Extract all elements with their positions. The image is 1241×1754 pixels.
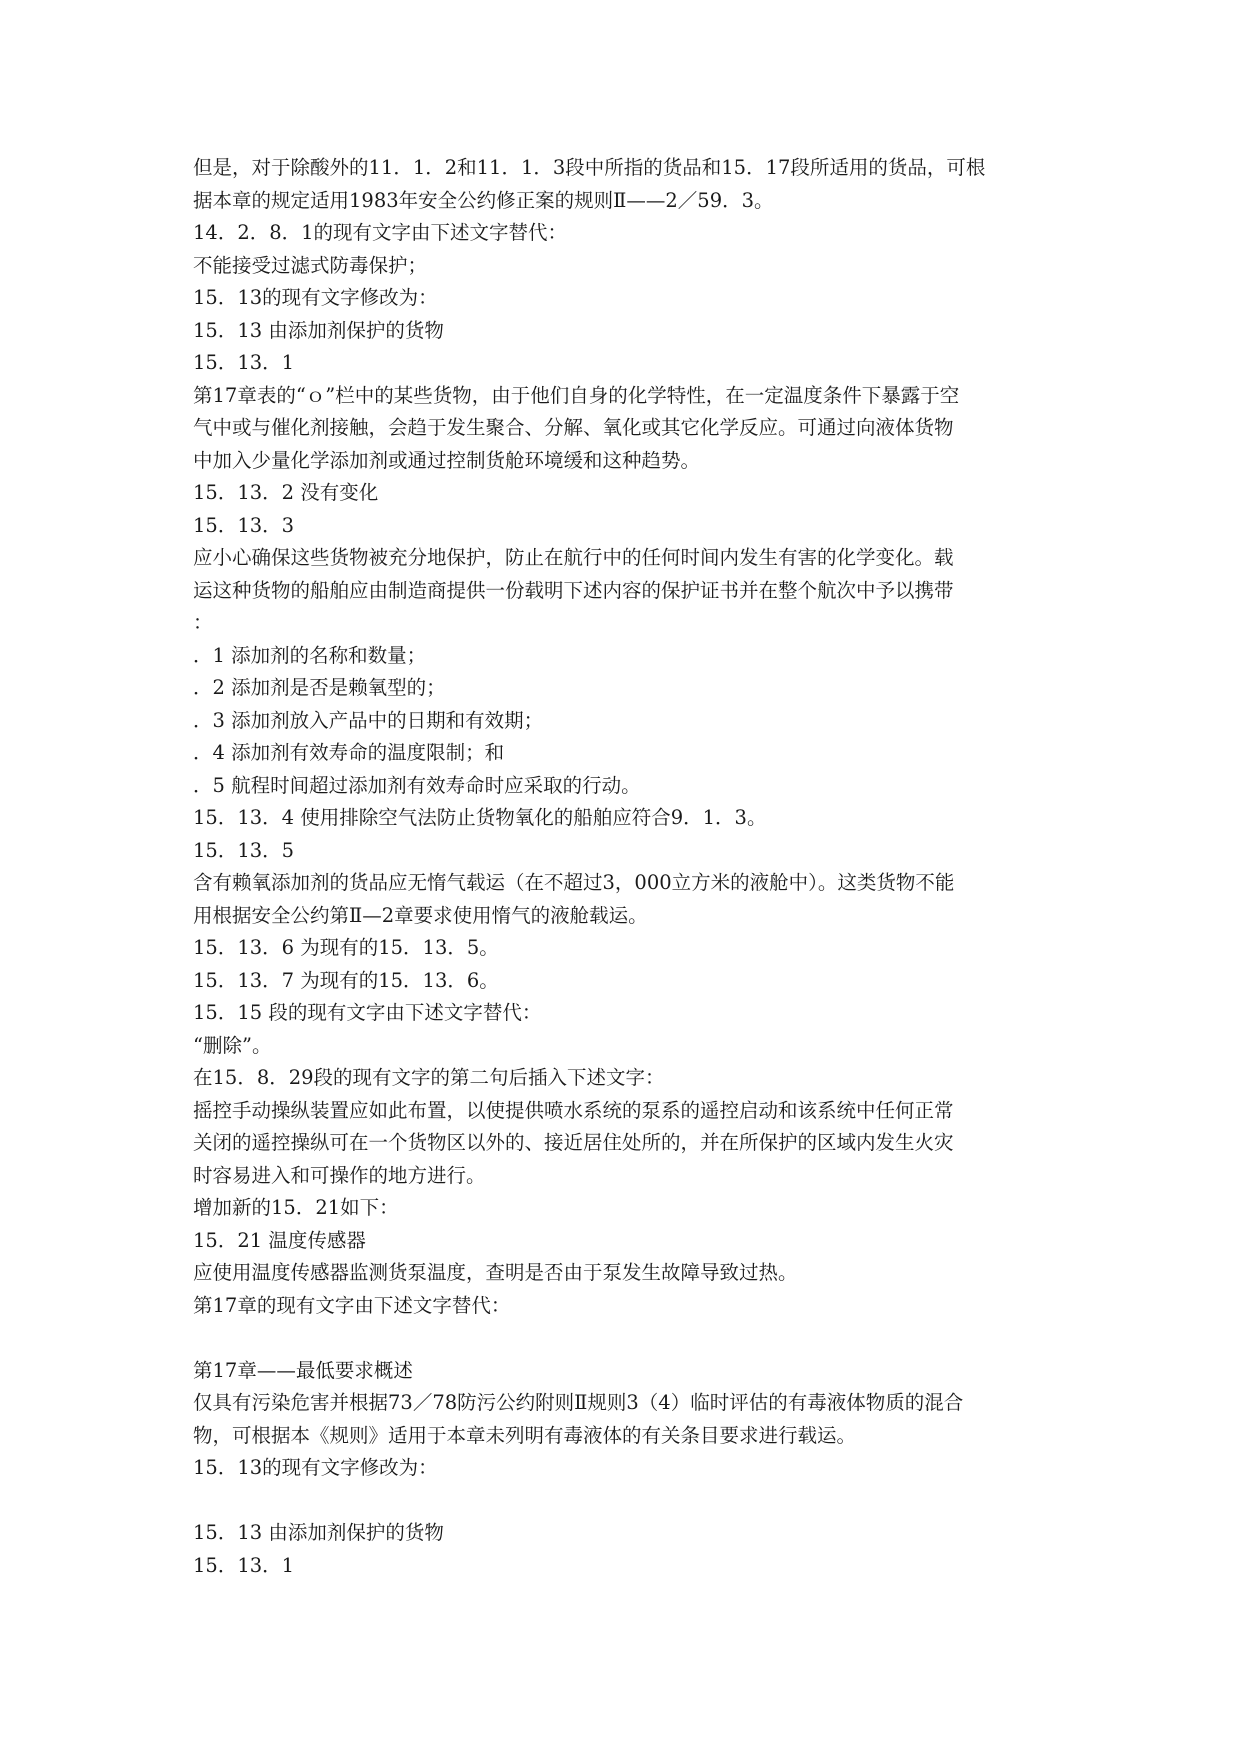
text-line: 中加入少量化学添加剂或通过控制货舱环境缓和这种趋势。	[193, 448, 701, 472]
text-line: 15．13．1	[193, 1553, 295, 1577]
section-heading: 15．21 温度传感器	[193, 1228, 366, 1252]
text-line: 摇控手动操纵装置应如此布置，以使提供喷水系统的泵系的遥控启动和该系统中任何正常	[193, 1098, 954, 1122]
text-line: 气中或与催化剂接触，会趋于发生聚合、分解、氧化或其它化学反应。可通过向液体货物	[193, 416, 954, 439]
text-line: 15．13．3	[193, 513, 295, 537]
text-line: 应使用温度传感器监测货泵温度，查明是否由于泵发生故障导致过热。	[193, 1261, 798, 1284]
text-line: 15．13的现有文字修改为：	[193, 286, 438, 309]
list-item: ．4 添加剂有效寿命的温度限制；和	[193, 741, 505, 764]
text-line: 关闭的遥控操纵可在一个货物区以外的、接近居住处所的，并在所保护的区域内发生火灾	[193, 1131, 954, 1154]
text-line: 15．13．7 为现有的15．13．6。	[193, 968, 499, 992]
document-body	[193, 152, 1053, 1582]
text-line: ：	[193, 611, 213, 634]
text-line: 用根据安全公约第Ⅱ—2章要求使用惰气的液舱载运。	[193, 903, 648, 927]
section-heading: 15．13 由添加剂保护的货物	[193, 1521, 444, 1544]
text-line: 物，可根据本《规则》适用于本章未列明有毒液体的有关条目要求进行载运。	[193, 1423, 857, 1447]
text-line: 时容易进入和可操作的地方进行。	[193, 1163, 486, 1187]
text-line: 第17章表的“ｏ”栏中的某些货物，由于他们自身的化学特性，在一定温度条件下暴露于空	[193, 383, 960, 407]
text-line: 据本章的规定适用1983年安全公约修正案的规则Ⅱ——2／59．3。	[193, 188, 774, 212]
text-line: 第17章的现有文字由下述文字替代：	[193, 1293, 511, 1317]
text-line: 含有赖氧添加剂的货品应无惰气载运（在不超过3，000立方米的液舱中）。这类货物不能	[193, 871, 955, 894]
text-line: 14．2．8．1的现有文字由下述文字替代：	[193, 221, 568, 244]
blank-line	[193, 1485, 1053, 1518]
text-line: 15．13的现有文字修改为：	[193, 1456, 438, 1479]
text-line: 增加新的15．21如下：	[193, 1196, 399, 1219]
text-line: “删除”。	[193, 1033, 272, 1057]
list-item: ．3 添加剂放入产品中的日期和有效期；	[193, 708, 544, 732]
text-line: 但是，对于除酸外的11．1．2和11．1．3段中所指的货品和15．17段所适用的货品，可根	[193, 156, 986, 179]
text-line: 在15．8．29段的现有文字的第二句后插入下述文字：	[193, 1066, 665, 1089]
text-line: 15．13．6 为现有的15．13．5。	[193, 936, 499, 959]
text-line: 应小心确保这些货物被充分地保护，防止在航行中的任何时间内发生有害的化学变化。载	[193, 546, 954, 569]
text-line: 不能接受过滤式防毒保护；	[193, 253, 428, 277]
text-line: 仅具有污染危害并根据73／78防污公约附则Ⅱ规则3（4）临时评估的有毒液体物质的混合	[193, 1391, 964, 1414]
text-line: 15．13．1	[193, 351, 295, 374]
text-line: 15．13．4 使用排除空气法防止货物氧化的船舶应符合9．1．3。	[193, 806, 767, 829]
section-heading: 15．13 由添加剂保护的货物	[193, 318, 444, 342]
blank-line	[193, 1322, 1053, 1355]
text-line: 15．13．2 没有变化	[193, 481, 379, 504]
text-line: 15．15 段的现有文字由下述文字替代：	[193, 1001, 542, 1024]
text-line: 运这种货物的船舶应由制造商提供一份载明下述内容的保护证书并在整个航次中予以携带	[193, 578, 954, 602]
chapter-heading: 第17章——最低要求概述	[193, 1358, 413, 1382]
list-item: ．1 添加剂的名称和数量；	[193, 643, 427, 667]
list-item: ．2 添加剂是否是赖氧型的；	[193, 676, 446, 699]
list-item: ．5 航程时间超过添加剂有效寿命时应采取的行动。	[193, 773, 641, 797]
text-line: 15．13．5	[193, 838, 295, 862]
